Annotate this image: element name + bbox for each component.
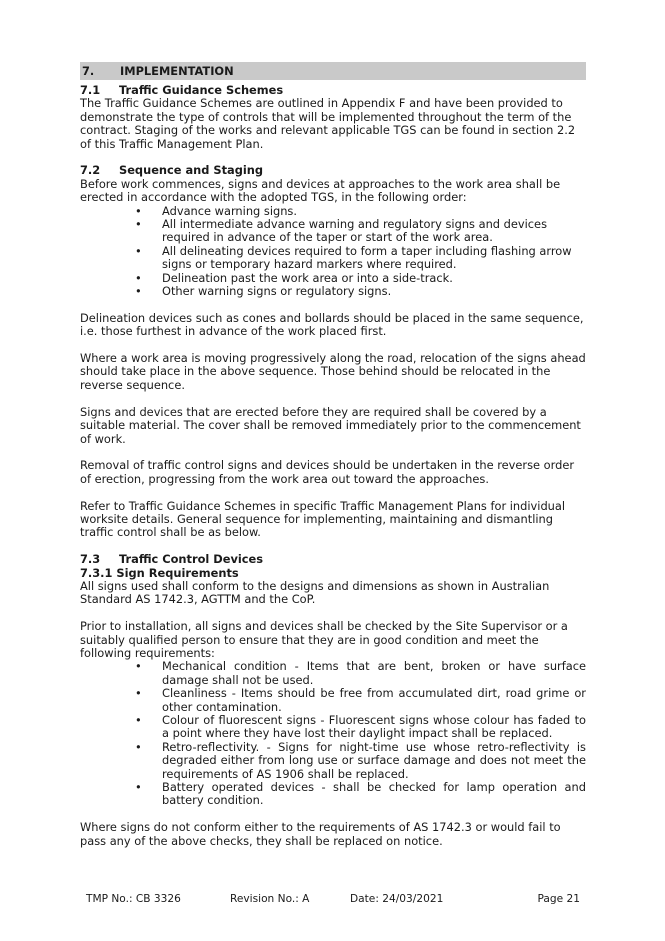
paragraph: Before work commences, signs and devices at approaches to the work area shall be erected in accordance with the adopted TGS, in the following order: [80,176,561,205]
paragraph: Signs and devices that are erected before they are required shall be covered by a suitable material. The cover shall be removed immediately prior to the commencement of work. [80,404,581,446]
paragraph: Delineation devices such as cones and bollards should be placed in the same sequence, i.e. those furthest in advance of the work placed first. [80,310,584,339]
paragraph: Prior to installation, all signs and devices shall be checked by the Site Supervisor or a suitably qualified person to ensure that they are in good condition and meet the following requirements: [80,619,568,660]
list-item: • Colour of fluorescent signs - Fluorescent signs whose colour has faded to a point where they have lost their daylight impact shall be replaced. [135,712,586,741]
subsubsection-heading-7-3-1: 7.3.1 Sign Requirements [80,565,239,580]
paragraph: All signs used shall conform to the designs and dimensions as shown in Australian Standard AS 1742.3, AGTTM and the CoP. [80,578,550,607]
bullet-icon: • [135,686,142,701]
footer-tmp-number: TMP No.: CB 3326 [86,893,181,905]
paragraph: The Traffic Guidance Schemes are outlined in Appendix F and have been provided to demonstrate the type of controls that will be implemented throughout the term of the contract. Staging of the works and relevant applicable TGS can be found in section 2.2 of this Traffic Management Plan. [80,96,576,151]
list-item: • All intermediate advance warning and regulatory signs and devices required in advance of the taper or start of the work area. [135,217,548,245]
bullet-list [80,660,586,807]
section-title: IMPLEMENTATION [120,64,234,78]
section-number: 7. [82,64,95,78]
subsection-heading-7-2: 7.2 Sequence and Staging [80,163,264,178]
list-item: • Mechanical condition - Items that are bent, broken or have surface damage shall not be used. [135,659,586,687]
document-page [80,62,586,848]
footer-page-number: Page 21 [537,893,580,905]
list-item: • Battery operated devices - shall be checked for lamp operation and battery condition. [135,780,586,808]
footer-revision: Revision No.: A [230,893,310,905]
bullet-icon: • [135,712,142,727]
paragraph: Removal of traffic control signs and devices should be undertaken in the reverse order of erection, progressing from the work area out toward the approaches. [80,458,575,486]
list-item: • Delineation past the work area or into a side-track. [135,270,453,285]
paragraph: Where signs do not conform either to the requirements of AS 1742.3 or would fail to pass any of the above checks, they shall be replaced on notice. [80,820,561,848]
bullet-icon: • [135,203,142,218]
paragraph: Refer to Traffic Guidance Schemes in specific Traffic Management Plans for individual worksite details. General sequence for implementing, maintaining and dismantling traffic control shall be as below. [80,498,566,540]
section-heading [80,62,586,80]
bullet-icon: • [135,270,142,285]
bullet-icon: • [135,243,142,258]
page-footer [86,893,580,907]
bullet-icon: • [135,739,142,754]
list-item: • Other warning signs or regulatory signs. [135,284,392,299]
paragraph: Where a work area is moving progressively along the road, relocation of the signs ahead should take place in the above sequence. Those behind should be relocated in the reverse sequence. [80,351,586,392]
bullet-icon: • [135,284,142,299]
bullet-icon: • [135,780,142,794]
bullet-icon: • [135,217,142,232]
list-item: • Cleanliness - Items should be free from accumulated dirt, road grime or other contamination. [135,686,586,714]
list-item: • Retro-reflectivity. - Signs for night-time use whose retro-reflectivity is degraded either from long use or surface damage and does not meet the requirements of AS 1906 shall be replaced. [135,739,586,781]
list-item: • All delineating devices required to form a taper including flashing arrow signs or temporary hazard markers where required. [135,243,572,272]
bullet-list [80,205,586,299]
list-item: • Advance warning signs. [135,203,297,218]
subsection-heading-7-3: 7.3 Traffic Control Devices [80,552,264,567]
subsection-heading-7-1: 7.1 Traffic Guidance Schemes [80,83,284,97]
bullet-icon: • [135,659,142,674]
footer-date: Date: 24/03/2021 [350,893,444,905]
